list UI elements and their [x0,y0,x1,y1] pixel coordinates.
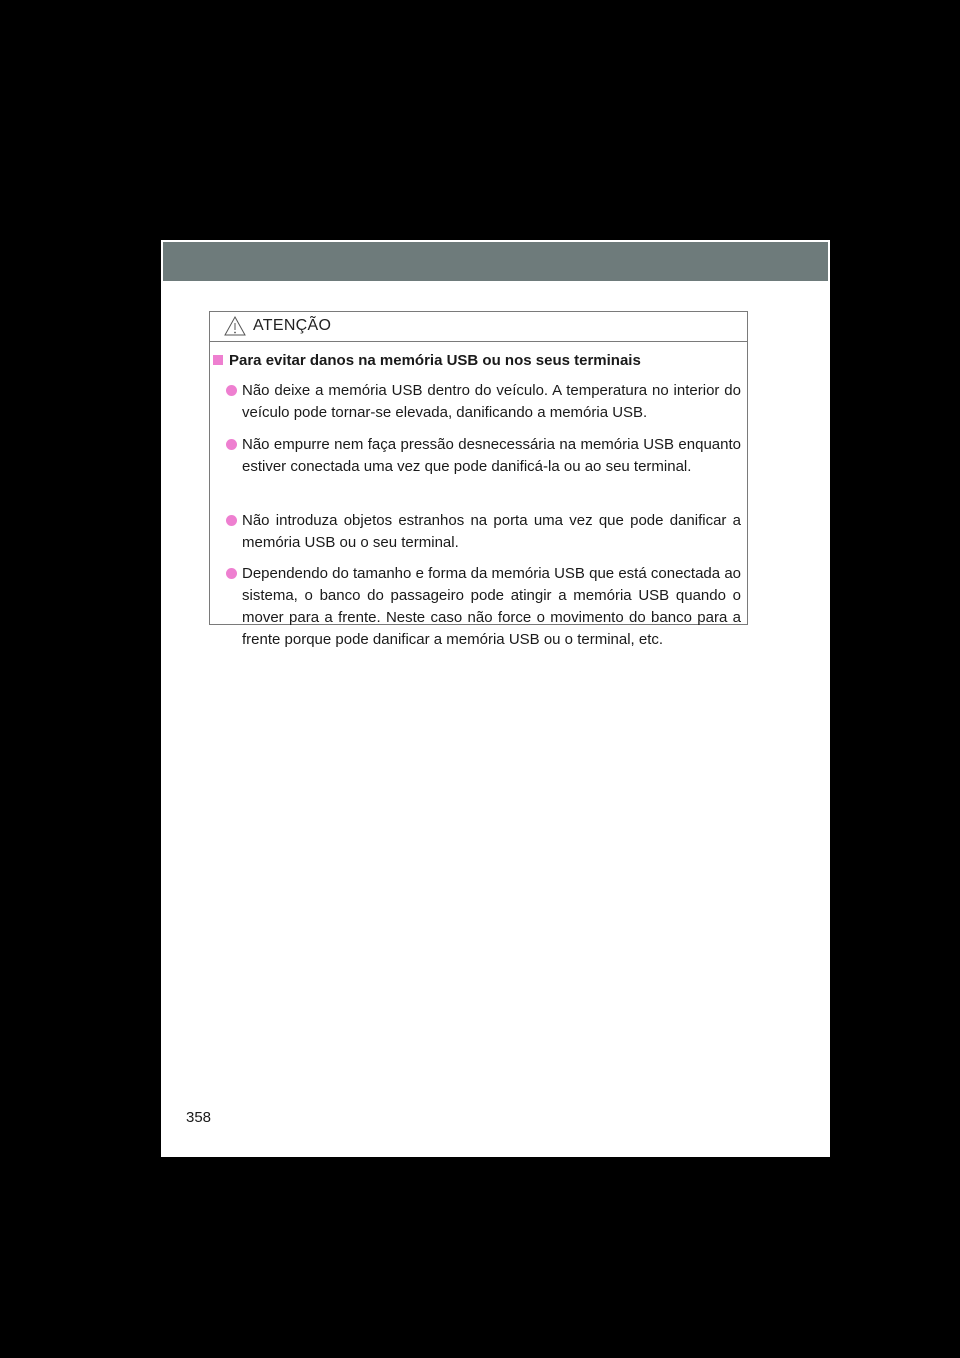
warning-triangle-icon [224,315,246,337]
section-title [213,352,641,369]
list-item [226,563,741,651]
square-bullet-icon [213,355,223,365]
bullet-dot-icon [226,568,237,579]
header-band [163,242,828,281]
bullet-dot-icon [226,515,237,526]
warning-box [209,311,748,648]
list-item [226,434,741,478]
bullet-dot-icon [226,439,237,450]
list-item-text: Não empurre nem faça pressão desnecessária na memória USB enquanto estiver conectada uma vez que pode danificá-la ou ao seu terminal. [242,436,741,475]
bullet-dot-icon [226,385,237,396]
list-item-text: Dependendo do tamanho e forma da memória USB que está conectada ao sistema, o banco do passageiro pode atingir a memória USB quando o mover para a frente. Neste caso não force o movimento do banco para a frente porque pode danificar a memória USB ou o terminal, etc. [242,565,741,648]
manual-page [161,240,830,1157]
list-item [226,510,741,554]
warning-header [210,312,747,342]
warning-title: ATENÇÃO [253,317,332,334]
list-item [226,380,741,424]
section-title-text: Para evitar danos na memória USB ou nos seus terminais [229,352,641,369]
list-item-text: Não introduza objetos estranhos na porta uma vez que pode danificar a memória USB ou o seu terminal. [242,512,741,551]
list-item-text: Não deixe a memória USB dentro do veículo. A temperatura no interior do veículo pode tornar-se elevada, danificando a memória USB. [242,382,741,421]
page-number: 358 [186,1109,212,1126]
